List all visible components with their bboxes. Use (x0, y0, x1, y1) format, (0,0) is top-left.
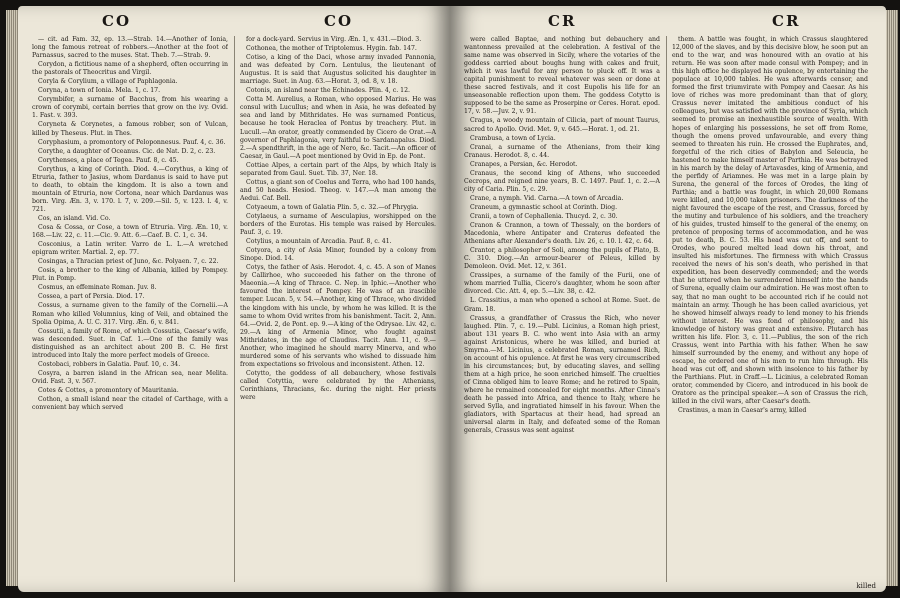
dictionary-entry: Cotytto, the goddess of all debauchery, whose festivals called Cotyttia, were celebrated by the Athenians, Corinthians, Thracians, &c. during the night. Her priests were (240, 369, 436, 402)
dictionary-entry: Cotylius, a mountain of Arcadia. Pauf. 8, c. 41. (246, 238, 392, 246)
dictionary-entry: Cottus, a giant son of Coelus and Terra, who had 100 hands, and 50 heads. Hesiod. Theog. v. 147.—A man among the Aedui. Caf. Bell. (240, 178, 436, 202)
catchword: killed (856, 582, 876, 590)
dictionary-entry: Crassipes, a surname of the family of the Furii, one of whom married Tullia, Cicero's daughter, whom he soon after divorced. Cic. Att. 4, ep. 5.—Liv. 38, c. 42. (464, 272, 660, 296)
dictionary-entry: Cos, an island. Vid. Co. (38, 214, 111, 222)
dictionary-entry: Crantor, a philosopher of Soli, among the pupils of Plato, B. C. 310. Diog.—An armour-bearer of Peleus, killed by Demoleon. Ovid. Met. 12, v. 361. (464, 247, 660, 271)
dictionary-entry: Crane, a nymph. Vid. Carna.—A town of Arcadia. (470, 194, 624, 202)
dictionary-entry: Cotyaeum, a town of Galatia Plin. 5, c. 32.—of Phrygia. (246, 203, 419, 211)
dictionary-entry: Cottiae Alpes, a certain part of the Alps, by which Italy is separated from Gaul. Suet. Tib. 37, Ner. 18. (240, 161, 436, 177)
dictionary-entry: Cosis, a brother to the king of Albania, killed by Pompey. Plut. in Pomp. (32, 267, 228, 283)
right-column-2 (672, 36, 868, 584)
dictionary-entry: were called Baptae, and nothing but debauchery and wantonness prevailed at the celebration. A festival of the same name was observed in Sicily, where the votaries of the goddess carried about boughs hung with cakes and fruit, which it was lawful for any person to pluck off. It was a capital punishment to reveal whatever was seen or done at these sacred festivals, and it cost Eupolis his life for an unseasonable reflection upon them. The goddess Cotytto is supposed to be the same as Proserpine or Ceres. Horat. epod. 17, v. 58.—Juv. 2, v. 91. (464, 36, 660, 116)
right-column-1 (464, 36, 660, 584)
dictionary-entry: Cosconius, a Latin writer. Varro de L. L.—A wretched epigram writer. Martial. 2, ep. 77. (32, 241, 228, 257)
dictionary-entry: Cranaus, the second king of Athens, who succeeded Cecrops, and reigned nine years, B. C. 1497. Pauf. 1, c. 2.—A city of Caria. Plin. 5, c. 29. (464, 169, 660, 193)
left-page (18, 6, 450, 592)
left-column-1 (32, 36, 228, 584)
dictionary-entry: Cothon, a small island near the citadel of Carthage, with a convenient bay which served (32, 395, 228, 412)
right-running-head (450, 6, 886, 34)
dictionary-entry: Cranai, a surname of the Athenians, from their king Cranaus. Herodot. 8, c. 44. (464, 143, 660, 159)
left-header-outer: CO (102, 12, 132, 30)
left-page-edges (6, 10, 18, 586)
dictionary-entry: Cranon & Crannon, a town of Thessaly, on the borders of Macedonia, where Antipater and Craterus defeated the Athenians after Alexander's death. Liv. 26, c. 10. l. 42, c. 64. (464, 222, 660, 246)
dictionary-entry: Crastinus, a man in Caesar's army, killed (678, 407, 807, 415)
right-page (450, 6, 886, 592)
dictionary-entry: Corythenses, a place of Tegea. Pauf. 8, c. 45. (38, 156, 179, 164)
dictionary-entry: Cosingas, a Thracian priest of Juno, &c. Polyaen. 7, c. 22. (38, 258, 219, 266)
dictionary-entry: Corymbifer, a surname of Bacchus, from his wearing a crown of corymbi, certain berries that grow on the ivy. Ovid. 1. Fast. v. 393. (32, 96, 228, 120)
dictionary-entry: Cosmus, an effeminate Roman. Juv. 8. (38, 284, 157, 292)
dictionary-entry: Cosa & Cossa, or Cose, a town of Etruria. Virg. Æn. 10, v. 168.—Liv. 22, c. 11.—Cic. 9. Att. 6.—Caef. B. C. 1, c. 34. (32, 224, 228, 240)
dictionary-entry: Corynetа & Corynetes, a famous robber, son of Vulcan, killed by Theseus. Plut. in Thes. (32, 121, 228, 137)
dictionary-entry: Cotylaeus, a surname of Aesculapius, worshipped on the borders of the Eurotas. His temple was raised by Hercules. Pauf. 3, c. 19. (240, 212, 436, 237)
right-header-outer: CR (772, 12, 801, 30)
right-header-inner: CR (548, 12, 577, 30)
dictionary-entry: L. Crassitius, a man who opened a school at Rome. Suet. de Gram. 18. (464, 297, 660, 313)
left-running-head (18, 6, 450, 34)
right-page-edges (886, 10, 898, 586)
dictionary-entry: Cothonea, the mother of Triptolemus. Hygin. fab. 147. (246, 45, 417, 53)
left-column-2 (240, 36, 436, 584)
dictionary-entry: Cranapes, a Persian, &c. Herodot. (470, 160, 578, 168)
column-rule (666, 36, 667, 582)
dictionary-entry: Crambusa, a town of Lycia. (470, 134, 556, 142)
dictionary-entry: Cotys, the father of Asis. Herodot. 4, c. 45. A son of Manes by Callirhoe, who succeeded his father on the throne of Maeonia.—A king of Thrace. C. Nep. in Iphic.—Another who favoured the interest of Pompey. He was of an irascible temper. Lucan. 5, v. 54.—Another, king of Thrace, who divided the kingdom with his uncle, by whom he was killed. It is the same to whom Ovid writes from his banishment. Tacit. 2, Ann. 64.—Ovid. 2, de Pont. ep. 9.—A king of the Odrysae. Liv. 42, c. 29.—A king of Armenia Minor, who fought against Mithridates, in the age of Claudius. Tacit. Ann. 11, c. 9.—Another, who imagined he should marry Minerva, and who murdered some of his servants who wished to dissuade him from expectations so frivolous and inconsistent. Athen. 12. (240, 264, 436, 368)
dictionary-entry: Corythe, a daughter of Oceanus. Cic. de Nat. D. 2, c. 23. (38, 147, 216, 155)
dictionary-entry: Cranii, a town of Cephallenia. Thucyd. 2, c. 30. (470, 212, 618, 220)
dictionary-entry: them. A battle was fought, in which Crassus slaughtered 12,000 of the slaves, and by this decisive blow, he soon put an end to the war, and was honoured with an ovatio at his return. He was soon after made consul with Pompey; and in this high office he displayed his opulence, by entertaining the populace at 10,000 tables. He was afterwards censor, and formed the first triumvirate with Pompey and Caesar. As his love of riches was more predominant than that of glory, Crassus never imitated the ambitious conduct of his colleagues, but was satisfied with the province of Syria, which seemed to promise an inexhaustible source of wealth. With hopes of enlarging his possessions, he set off from Rome, though the omens proved unfavourable, and every thing seemed to threaten his ruin. He crossed the Euphrates, and, forgetful of the rich cities of Babylon and Seleucia, he hastened to make himself master of Parthia. He was betrayed in his march by the delay of Artavasdes, king of Armenia, and the perfidy of Ariamnes. He was met in a large plain by Surena, the general of the forces of Orodes, the king of Parthia; and a battle was fought, in which 20,000 Romans were killed, and 10,000 taken prisoners. The darkness of the night favoured the escape of the rest, and Crassus, forced by the mutiny and turbulence of his soldiers, and the treachery of his guides, trusted himself to the general of the enemy, on pretence of proposing terms of accommodation, and he was put to death, B. C. 53. His head was cut off, and sent to Orodes, who poured melted lead down his throat, and insulted his misfortunes. The firmness with which Crassus received the news of his son's death, who perished in that expedition, has been deservedly commended; and the words that he uttered when he surrendered himself into the hands of Surena, equally claim our admiration. He was most often to say, that no man ought to be accounted rich if he could not maintain an army. Though he has been called avaricious, yet he showed himself always ready to lend money to his friends without interest. He was fond of philosophy, and his knowledge of history was great and extensive. Plutarch has written his life. Flor. 3, c. 11.—Publius, the son of the rich Crassus, went into Parthia with his father. When he saw himself surrounded by the enemy, and without any hope of escape, he ordered one of his men to run him through. His head was cut off, and shown with insolence to his father by the Parthians. Plut. in Craff.—L. Licinius, a celebrated Roman orator, commended by Cicero, and introduced in his book de Oratore as the principal speaker.—A son of Crassus the rich, killed in the civil wars, after Caesar's death. (672, 36, 868, 406)
dictionary-entry: Cotyora, a city of Asia Minor, founded by a colony from Sinope. Diod. 14. (240, 247, 436, 263)
dictionary-entry: Cotiso, a king of the Daci, whose army invaded Pannonia, and was defeated by Corn. Lentulus, the lieutenant of Augustus. It is said that Augustus solicited his daughter in marriage. Suet. in Aug. 63.—Horat. 3, od. 8, v. 18. (240, 54, 436, 86)
dictionary-entry: Coryna, a town of Ionia. Mela. 1, c. 17. (38, 87, 161, 95)
dictionary-entry: Cossus, a surname given to the family of the Cornelii.—A Roman who killed Volumnius, king of Veii, and obtained the Spolia Opima, A. U. C. 317. Virg. Æn. 6, v. 841. (32, 302, 228, 326)
dictionary-entry: Cranеum, a gymnastic school at Corinth. Diog. (470, 203, 618, 211)
dictionary-entry: Corydon, a fictitious name of a shepherd, often occurring in the pastorals of Theocritus and Virgil. (32, 61, 228, 77)
dictionary-entry: for a dock-yard. Servius in Virg. Æn. 1, v. 431.—Diod. 3. (246, 36, 422, 43)
dictionary-entry: Coryla & Corylium, a village of Paphlagonia. (38, 78, 178, 86)
dictionary-entry: Cotonis, an island near the Echinades. Plin. 4, c. 12. (246, 87, 410, 95)
dictionary-entry: Costobaci, robbers in Galatia. Pauf. 10, c. 34. (38, 360, 181, 368)
dictionary-entry: Crassus, a grandfather of Crassus the Rich, who never laughed. Plin. 7, c. 19.—Publ. Licinius, a Roman high priest, about 131 years B. C. who went into Asia with an army against Aristonicus, where he was killed, and buried at Smyrna.—M. Licinius, a celebrated Roman, surnamed Rich, on account of his opulence. At first he was very circumscribed in his circumstances; but, by educating slaves, and selling them at a high price, he soon enriched himself. The cruelties of Cinna obliged him to leave Rome; and he retired to Spain, where he remained concealed for eight months. After Cinna's death he passed into Africa, and thence to Italy, where he served Sylla, and ingratiated himself in his favour. When the gladiators, with Spartacus at their head, had spread an universal alarm in Italy, and defeated some of the Roman generals, Crassus was sent against (464, 314, 660, 435)
dictionary-entry: Cosyra, a barren island in the African sea, near Melita. Ovid. Fast. 3, v. 567. (32, 369, 228, 385)
column-rule (234, 36, 235, 582)
dictionary-entry: Cotes & Cottes, a promontory of Mauritania. (38, 386, 179, 394)
dictionary-entry: — cit. ad Fam. 32, ep. 13.—Strab. 14.—Another of Ionia, long the famous retreat of robbers.—Another at the foot of Parnassus, sacred to the muses. Stat. Theb. 7.—Strab. 9. (32, 36, 228, 60)
dictionary-entry: Coryphasium, a promontory of Peloponnesus. Pauf. 4, c. 36. (38, 138, 226, 146)
dictionary-entry: Cotta M. Aurelius, a Roman, who opposed Marius. He was consul with Lucullus; and when in Asia, he was defeated by sea and land by Mithridates. He was surnamed Ponticus, because he took Heraclea of Pontus by treachery. Plut. in Lucull.—An orator, greatly commended by Cicero de Orat.—A governor of Paphlagonia, very faithful to Sardanapalus. Diod. 2.—A spendthrift, in the age of Nero, &c. Tacit.—An officer of Caesar, in Gaul.—A poet mentioned by Ovid in Ep. de Pont. (240, 96, 436, 160)
dictionary-entry: Cossea, a part of Persia. Diod. 17. (38, 293, 145, 301)
dictionary-entry: Cossutii, a family of Rome, of which Cossutia, Caesar's wife, was descended. Suet. in Caf. 1.—One of the family was distinguished as an architect about 200 B. C. He first introduced into Italy the more perfect models of Greece. (32, 327, 228, 359)
dictionary-entry: Corythus, a king of Corinth. Diod. 4.—Corythus, a king of Etruria, father to Jasius, whom Dardanus is said to have put to death, to obtain the kingdom. It is also a town and mountain of Etruria, now Cortona, near which Dardanus was born. Virg. Æn. 3, v. 170. l. 7, v. 209.—Sil. 5, v. 123. l. 4, v. 721. (32, 165, 228, 213)
left-header-inner: CO (324, 12, 354, 30)
dictionary-entry: Cragus, a woody mountain of Cilicia, part of mount Taurus, sacred to Apollo. Ovid. Met. 9, v. 645.—Horat. 1, od. 21. (464, 117, 660, 133)
